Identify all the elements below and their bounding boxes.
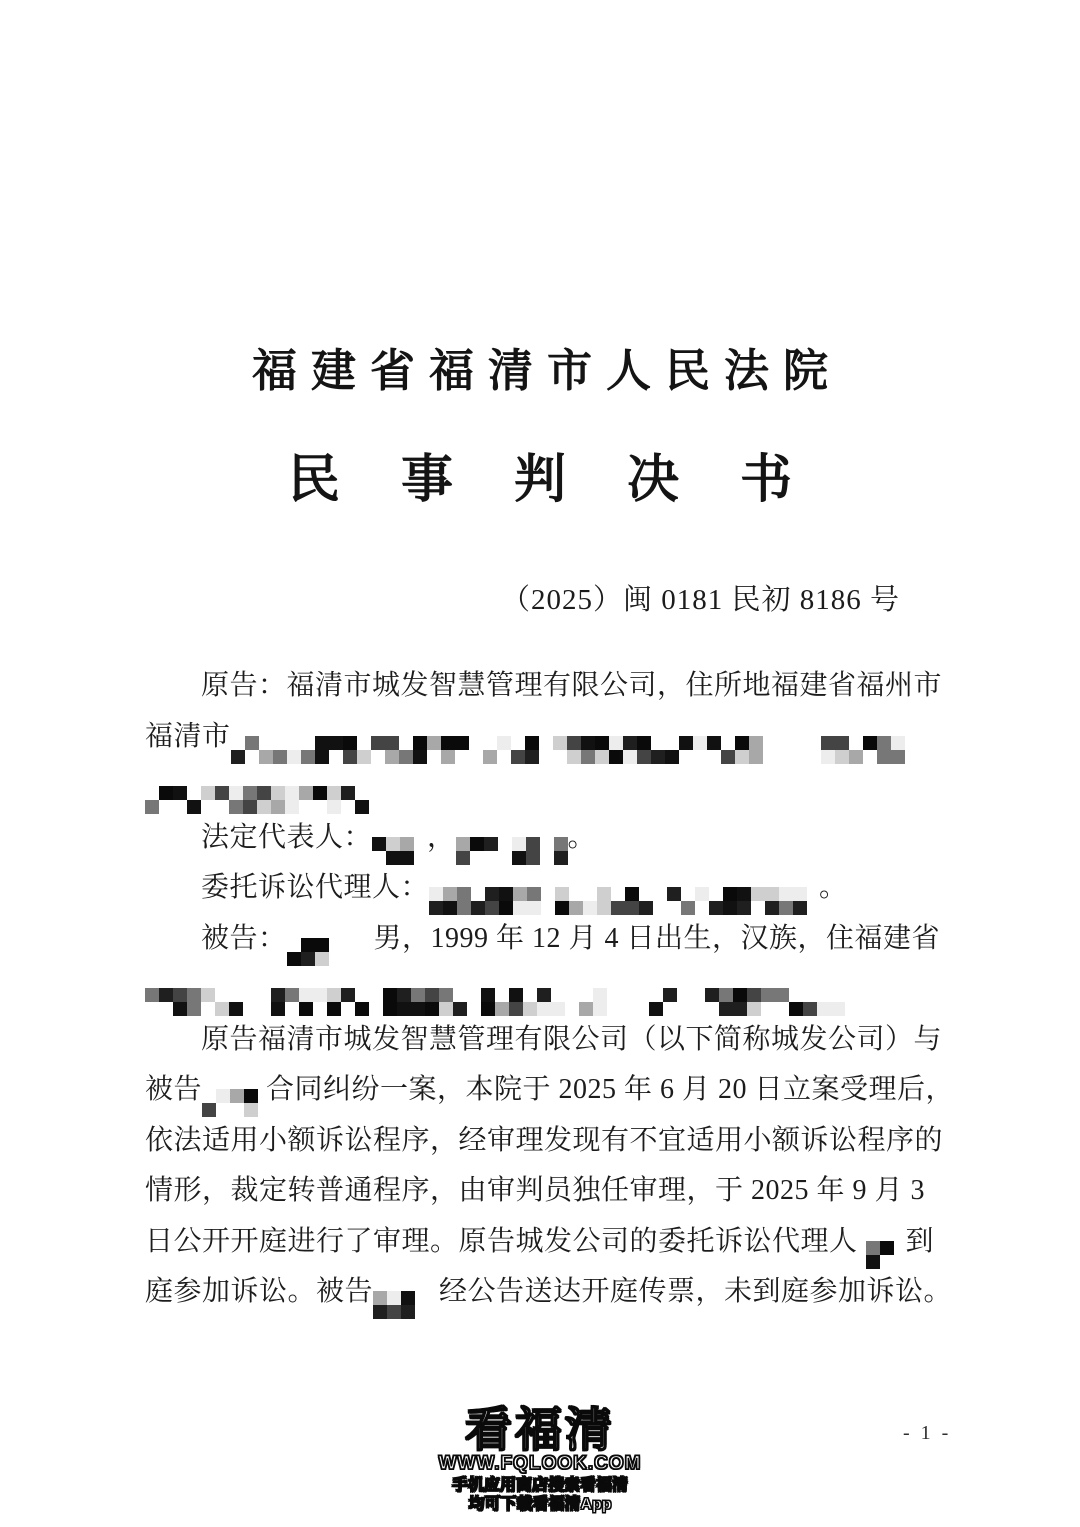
document-text: 。 [819,872,848,903]
redacted-text [145,786,380,814]
redacted-text [202,1089,266,1117]
watermark-url: WWW.FQLOOK.COM [438,1453,642,1474]
document-line [145,1015,945,1066]
redacted-text [372,837,427,865]
redacted-text [821,736,916,764]
document-line [145,712,945,763]
watermark-logo-text: 看福清 [465,1403,615,1456]
document-text: 日公开开庭进行了审理。原告城发公司的委托诉讼代理人 [145,1225,858,1257]
document-text: 庭参加诉讼。被告 [145,1276,374,1307]
document-line [145,863,945,914]
redacted-text [287,938,339,966]
document-text: 男，1999 年 12 月 4 日出生，汉族，住福建省 [373,922,941,954]
document-line [145,661,945,712]
document-text: 委托诉讼代理人： [201,872,430,903]
document-text: 。 [567,821,597,853]
redacted-text [373,1291,421,1319]
document-text: 法定代表人： [201,821,373,853]
document-line [145,1116,945,1167]
redacted-text [145,988,625,1016]
document-text: 被告： [201,922,287,954]
watermark-tagline-1: 手机应用商店搜索看福清 [451,1477,628,1494]
watermark-tagline-2: 均可下载看福清App [468,1496,612,1513]
document-text: 到 [905,1225,935,1257]
document-text: 经公告送达开庭传票，未到庭参加诉讼。 [439,1276,953,1307]
document-line [145,964,945,1015]
court-title: 福建省福清市人民法院 [251,346,842,396]
document-text: 被告 [145,1074,203,1105]
redacted-text [456,837,568,865]
document-text: 原告：福清市城发智慧管理有限公司，住所地福建省福州市 [201,670,943,701]
document-text: 情形，裁定转普通程序，由审判员独任审理，于 2025 年 9 月 3 [145,1175,926,1206]
spacer [421,1298,439,1300]
document-line [145,914,945,965]
document-title: 民 事 判 决 书 [287,452,816,509]
document-line [145,1267,953,1318]
spacer [625,995,649,997]
document-line [145,1217,945,1268]
document-line [145,813,945,864]
redacted-text [231,736,776,764]
redacted-text [649,988,849,1016]
document-text: 合同纠纷一案，本院于 2025 年 6 月 20 日立案受理后， [266,1074,955,1105]
spacer [776,743,821,745]
document-text: 福清市 [145,720,231,752]
page-number: - 1 - [903,1422,952,1444]
spacer [339,945,374,947]
spacer [858,1248,866,1250]
document-text: 原告福清市城发智慧管理有限公司（以下简称城发公司）与 [201,1023,943,1055]
document-line [145,762,945,813]
case-number: （2025）闽 0181 民初 8186 号 [500,584,900,616]
document-line [145,1065,955,1116]
redacted-text [429,887,819,915]
document-line [145,1166,945,1217]
document-text: ， [427,821,456,853]
document-body [145,661,955,1318]
document-text: 依法适用小额诉讼程序，经审理发现有不宜适用小额诉讼程序的 [145,1124,944,1156]
redacted-text [866,1241,906,1269]
